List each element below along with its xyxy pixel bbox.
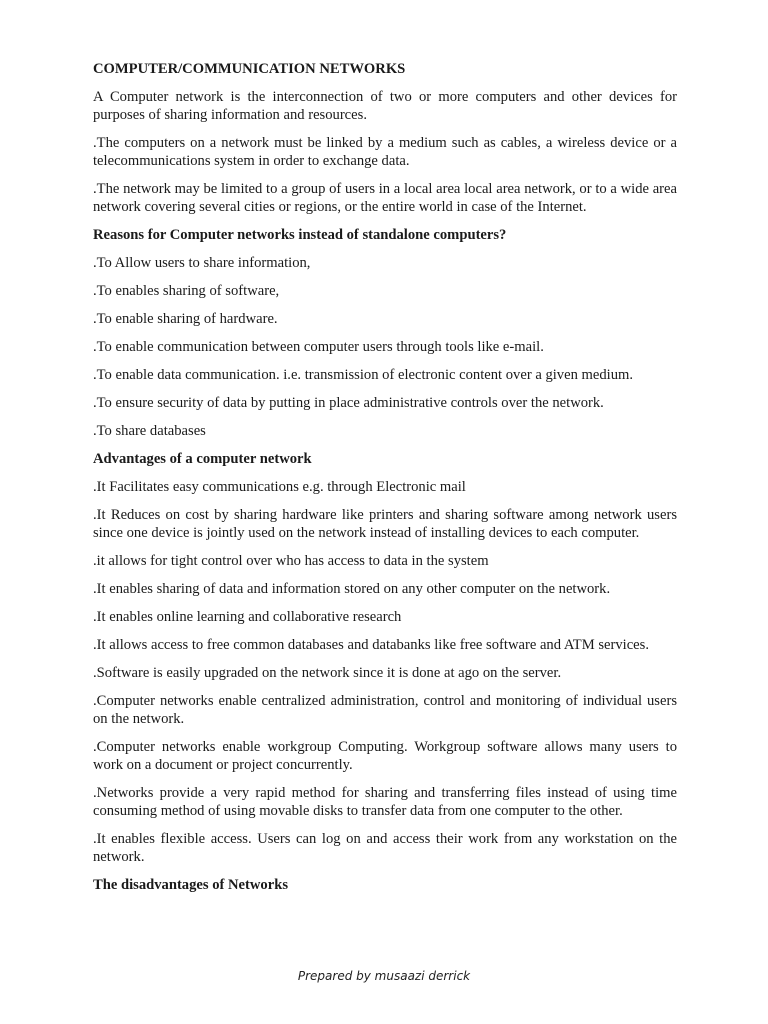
advantage-item: .It enables flexible access. Users can log on and access their work from any workstation on the network. bbox=[93, 831, 677, 865]
disadvantages-heading: The disadvantages of Networks bbox=[93, 877, 288, 893]
advantage-item: .it allows for tight control over who has access to data in the system bbox=[93, 553, 489, 569]
document-body bbox=[93, 60, 677, 894]
reason-item: .To enables sharing of software, bbox=[93, 283, 280, 299]
page-footer: Prepared by musaazi derrick bbox=[297, 969, 471, 983]
intro-paragraph-1: A Computer network is the interconnection of two or more computers and other devices for purposes of sharing information and resources. bbox=[93, 89, 677, 123]
advantage-item: .It allows access to free common databases and databanks like free software and ATM services. bbox=[93, 637, 649, 653]
advantage-item: .It enables sharing of data and information stored on any other computer on the network. bbox=[93, 581, 611, 597]
reason-item: .To Allow users to share information, bbox=[93, 255, 311, 271]
advantage-item: .Computer networks enable workgroup Computing. Workgroup software allows many users to work on a document or project concurrently. bbox=[93, 739, 677, 773]
reason-item: .To share databases bbox=[93, 423, 206, 439]
intro-paragraph-2: .The computers on a network must be linked by a medium such as cables, a wireless device or a telecommunications system in order to exchange data. bbox=[93, 135, 677, 169]
advantage-item: .Computer networks enable centralized administration, control and monitoring of individual users on the network. bbox=[93, 693, 677, 727]
advantage-item: .It enables online learning and collaborative research bbox=[93, 609, 402, 625]
reasons-heading: Reasons for Computer networks instead of standalone computers? bbox=[93, 227, 507, 243]
advantages-heading: Advantages of a computer network bbox=[93, 451, 312, 467]
reason-item: .To enable data communication. i.e. transmission of electronic content over a given medium. bbox=[93, 367, 633, 383]
reason-item: .To enable communication between computer users through tools like e-mail. bbox=[93, 339, 544, 355]
document-title: COMPUTER/COMMUNICATION NETWORKS bbox=[93, 61, 406, 77]
advantage-item: .It Facilitates easy communications e.g. through Electronic mail bbox=[93, 479, 466, 495]
intro-paragraph-3: .The network may be limited to a group of users in a local area local area network, or to a wide area network covering several cities or regions, or the entire world in case of the Internet. bbox=[93, 181, 677, 215]
reason-item: .To ensure security of data by putting in place administrative controls over the network. bbox=[93, 395, 604, 411]
advantage-item: .It Reduces on cost by sharing hardware like printers and sharing software among network users since one device is jointly used on the network instead of installing devices to each computer. bbox=[93, 507, 677, 541]
reason-item: .To enable sharing of hardware. bbox=[93, 311, 278, 327]
advantage-item: .Software is easily upgraded on the network since it is done at ago on the server. bbox=[93, 665, 562, 681]
advantage-item: .Networks provide a very rapid method for sharing and transferring files instead of using time consuming method of using movable disks to transfer data from one computer to the other. bbox=[93, 785, 677, 819]
